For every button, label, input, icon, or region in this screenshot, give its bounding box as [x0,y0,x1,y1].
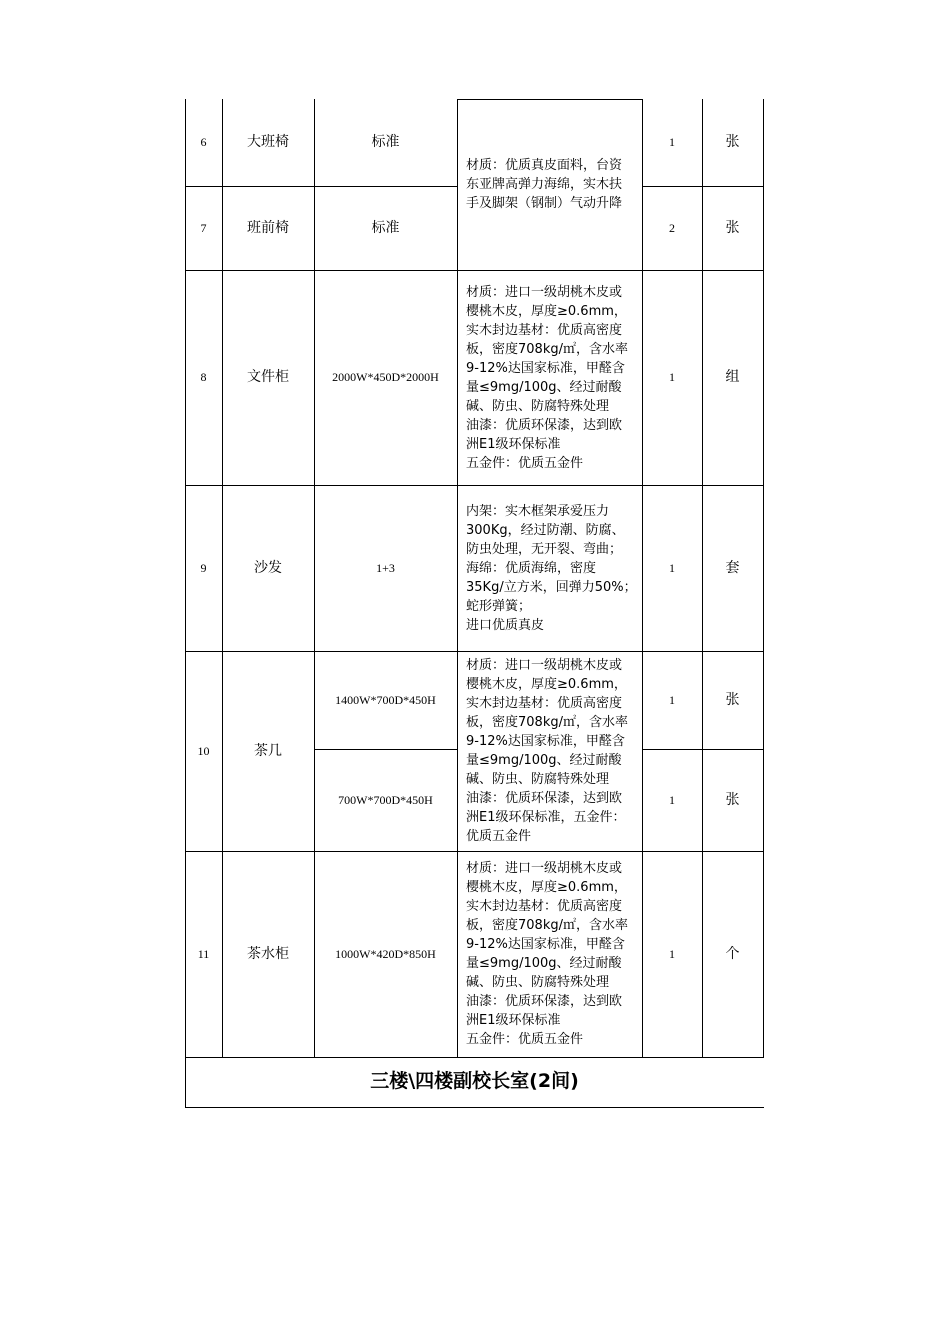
spec-text: 材质：进口一级胡桃木皮或 樱桃木皮，厚度≥0.6mm， 实木封边基材：优质高密度 板，密度708kg/㎡，含水率 9-12%达国家标准，甲醛含 量≤9mg/100g、经过耐酸 碱、防虫、防腐特殊处理 油漆：优质环保漆，达到欧 洲E1级环保标准 五金件：优质五金件 [466,284,628,471]
row-number: 8 [200,370,207,384]
item-size: 1000W*420D*850H [335,946,436,961]
item-name: 茶水柜 [247,945,289,962]
item-spec [466,851,638,1057]
item-unit: 张 [725,134,740,150]
spec-text: 材质：进口一级胡桃木皮或 樱桃木皮，厚度≥0.6mm， 实木封边基材：优质高密度 板，密度708kg/㎡，含水率 9-12%达国家标准，甲醛含 量≤9mg/100g、经过耐酸 碱、防虫、防腐特殊处理 油漆：优质环保漆，达到欧 洲E1级环保标准，五金件： 优质五金件 [466,658,628,844]
item-size: 1400W*700D*450H [335,692,436,707]
item-name: 茶几 [254,742,282,759]
item-unit: 套 [725,559,740,576]
item-unit: 个 [725,945,740,962]
item-unit: 张 [725,791,740,808]
row-divider [185,1057,764,1058]
item-name: 文件柜 [247,369,289,385]
item-qty: 1 [669,692,675,707]
item-qty: 2 [669,220,675,235]
row-number: 11 [197,946,210,961]
column-divider [763,99,764,1057]
item-qty: 1 [669,946,675,961]
item-spec [466,485,638,651]
item-name: 大班椅 [247,134,289,150]
item-name: 沙发 [254,559,282,576]
item-spec [466,651,638,851]
item-qty: 1 [669,560,675,575]
item-name: 班前椅 [247,219,289,236]
item-size: 700W*700D*450H [338,792,433,807]
item-size: 标准 [371,219,400,236]
item-unit: 张 [725,691,740,708]
item-unit: 组 [725,369,740,385]
section-title: 三楼\四楼副校长室(2间) [370,1069,579,1092]
spec-text: 材质：优质真皮面料，台资 东亚牌高弹力海绵，实木扶 手及脚架（钢制）气动升降 [466,158,623,211]
row-number: 6 [200,135,207,149]
item-size: 标准 [371,134,400,150]
item-size: 2000W*450D*2000H [332,370,439,384]
row-number: 10 [197,743,210,758]
column-divider [457,99,458,1057]
item-unit: 张 [725,219,740,236]
item-spec [466,99,638,270]
item-spec [466,270,638,485]
table-bottom-border [185,1107,764,1108]
item-qty: 1 [669,370,675,384]
row-number: 7 [200,220,207,235]
spec-text: 内架：实木框架承爱压力 300Kg，经过防潮、防腐、 防虫处理，无开裂、弯曲； 海绵：优质海绵，密度 35Kg/立方米，回弹力50%； 蛇形弹簧； 进口优质真皮 [466,503,637,633]
item-qty: 1 [669,135,675,149]
item-size: 1+3 [376,560,395,575]
furniture-table [185,99,764,1108]
row-number: 9 [200,560,207,575]
item-qty: 1 [669,792,675,807]
spec-text: 材质：进口一级胡桃木皮或 樱桃木皮，厚度≥0.6mm， 实木封边基材：优质高密度 板，密度708kg/㎡，含水率 9-12%达国家标准，甲醛含 量≤9mg/100g、经过耐酸 碱、防虫、防腐特殊处理 油漆：优质环保漆，达到欧 洲E1级环保标准 五金件：优质五金件 [466,861,628,1047]
